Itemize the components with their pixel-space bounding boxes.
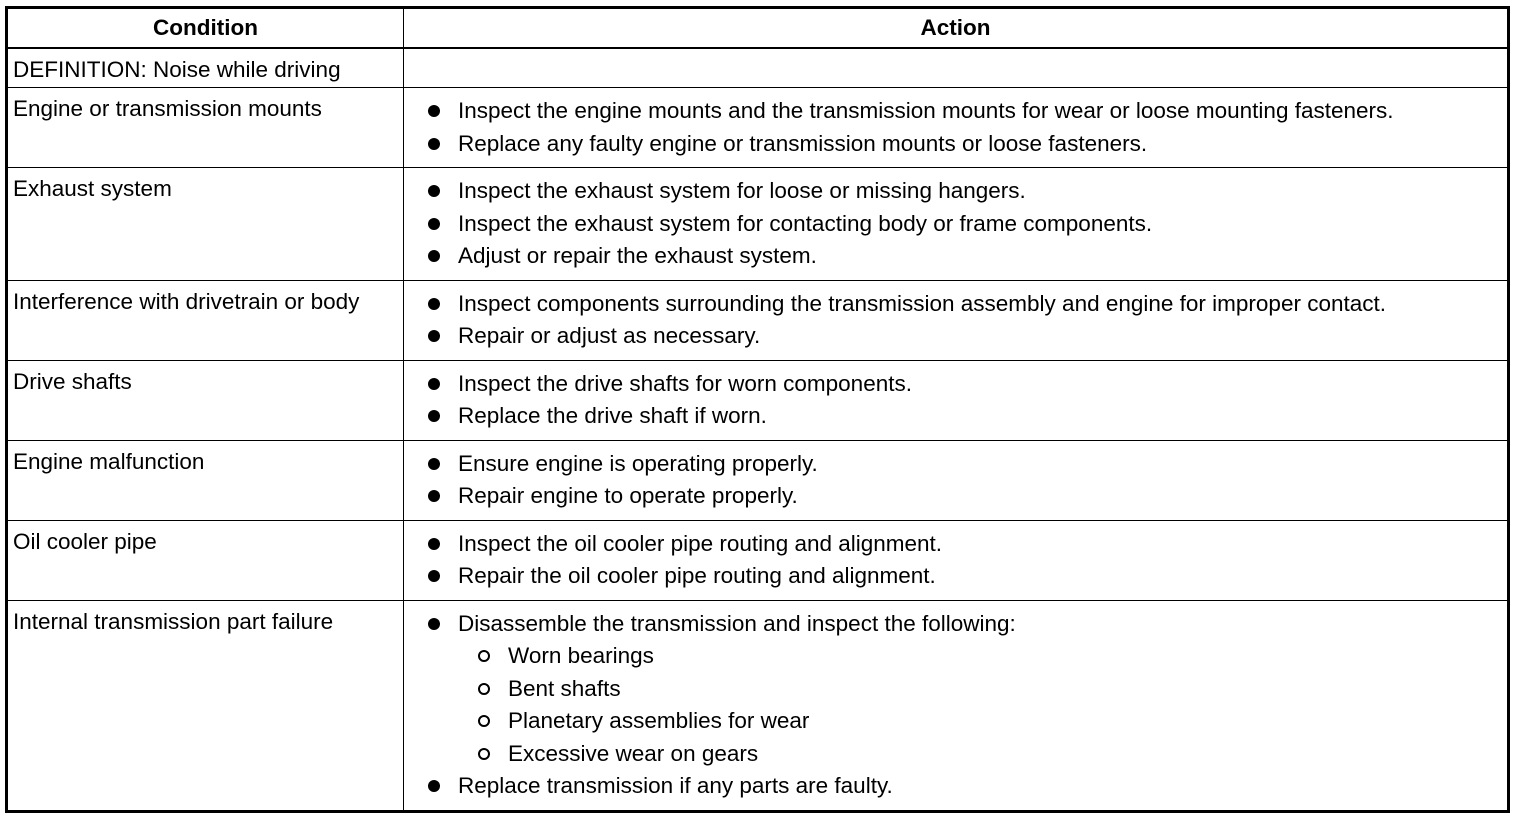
action-item: Repair engine to operate properly. — [404, 480, 1507, 513]
action-list — [404, 601, 1507, 810]
action-item: Adjust or repair the exhaust system. — [404, 240, 1507, 273]
condition-cell — [7, 168, 404, 281]
condition-cell — [7, 600, 404, 811]
sub-action-item: Bent shafts — [458, 673, 1507, 706]
action-list — [404, 168, 1507, 280]
condition-text: Exhaust system — [13, 176, 172, 201]
table-row — [7, 168, 1509, 281]
condition-cell — [7, 520, 404, 600]
action-item: Replace the drive shaft if worn. — [404, 400, 1507, 433]
table-row — [7, 520, 1509, 600]
diagnostic-table — [5, 6, 1510, 813]
action-cell — [404, 600, 1509, 811]
condition-text: Interference with drivetrain or body — [13, 288, 360, 314]
condition-cell — [7, 360, 404, 440]
action-item: Replace transmission if any parts are faulty. — [404, 770, 1507, 803]
action-list — [404, 281, 1507, 360]
table-row — [7, 280, 1509, 360]
sub-action-item: Planetary assemblies for wear — [458, 705, 1507, 738]
definition-action-cell — [404, 48, 1509, 88]
header-row — [7, 8, 1509, 49]
action-item: Repair the oil cooler pipe routing and alignment. — [404, 560, 1507, 593]
action-list — [404, 441, 1507, 520]
action-item: Inspect the exhaust system for contacting body or frame components. — [404, 208, 1507, 241]
action-item: Inspect the exhaust system for loose or missing hangers. — [404, 175, 1507, 208]
condition-text: Drive shafts — [13, 368, 132, 394]
action-cell — [404, 360, 1509, 440]
condition-header: Condition — [7, 8, 404, 49]
sub-action-list — [458, 640, 1507, 770]
action-item: Inspect components surrounding the transmission assembly and engine for improper contact. — [404, 288, 1507, 321]
action-cell — [404, 168, 1509, 281]
action-cell — [404, 440, 1509, 520]
action-item: Inspect the engine mounts and the transmission mounts for wear or loose mounting fasteners. — [404, 95, 1507, 128]
action-item: Inspect the oil cooler pipe routing and alignment. — [404, 528, 1507, 561]
condition-cell — [7, 88, 404, 168]
action-list — [404, 521, 1507, 600]
action-cell — [404, 88, 1509, 168]
action-list — [404, 361, 1507, 440]
action-item-text: Disassemble the transmission and inspect the following: — [458, 610, 1016, 636]
condition-text: Internal transmission part failure — [13, 608, 334, 634]
table-row — [7, 600, 1509, 811]
definition-cell — [7, 48, 404, 88]
action-list — [404, 88, 1507, 167]
table-row — [7, 440, 1509, 520]
table-row — [7, 88, 1509, 168]
condition-text: Engine malfunction — [13, 448, 205, 474]
definition-text: DEFINITION: Noise while driving — [13, 57, 341, 82]
action-item: Ensure engine is operating properly. — [404, 448, 1507, 481]
action-item: Inspect the drive shafts for worn components. — [404, 368, 1507, 401]
action-item — [404, 608, 1507, 771]
action-cell — [404, 280, 1509, 360]
condition-cell — [7, 280, 404, 360]
definition-row — [7, 48, 1509, 88]
action-item: Repair or adjust as necessary. — [404, 320, 1507, 353]
sub-action-item: Worn bearings — [458, 640, 1507, 673]
action-header: Action — [404, 8, 1509, 49]
table-row — [7, 360, 1509, 440]
condition-cell — [7, 440, 404, 520]
action-item: Replace any faulty engine or transmission mounts or loose fasteners. — [404, 128, 1507, 161]
action-cell — [404, 520, 1509, 600]
condition-text: Oil cooler pipe — [13, 528, 157, 554]
condition-text: Engine or transmission mounts — [13, 96, 322, 121]
sub-action-item: Excessive wear on gears — [458, 738, 1507, 771]
